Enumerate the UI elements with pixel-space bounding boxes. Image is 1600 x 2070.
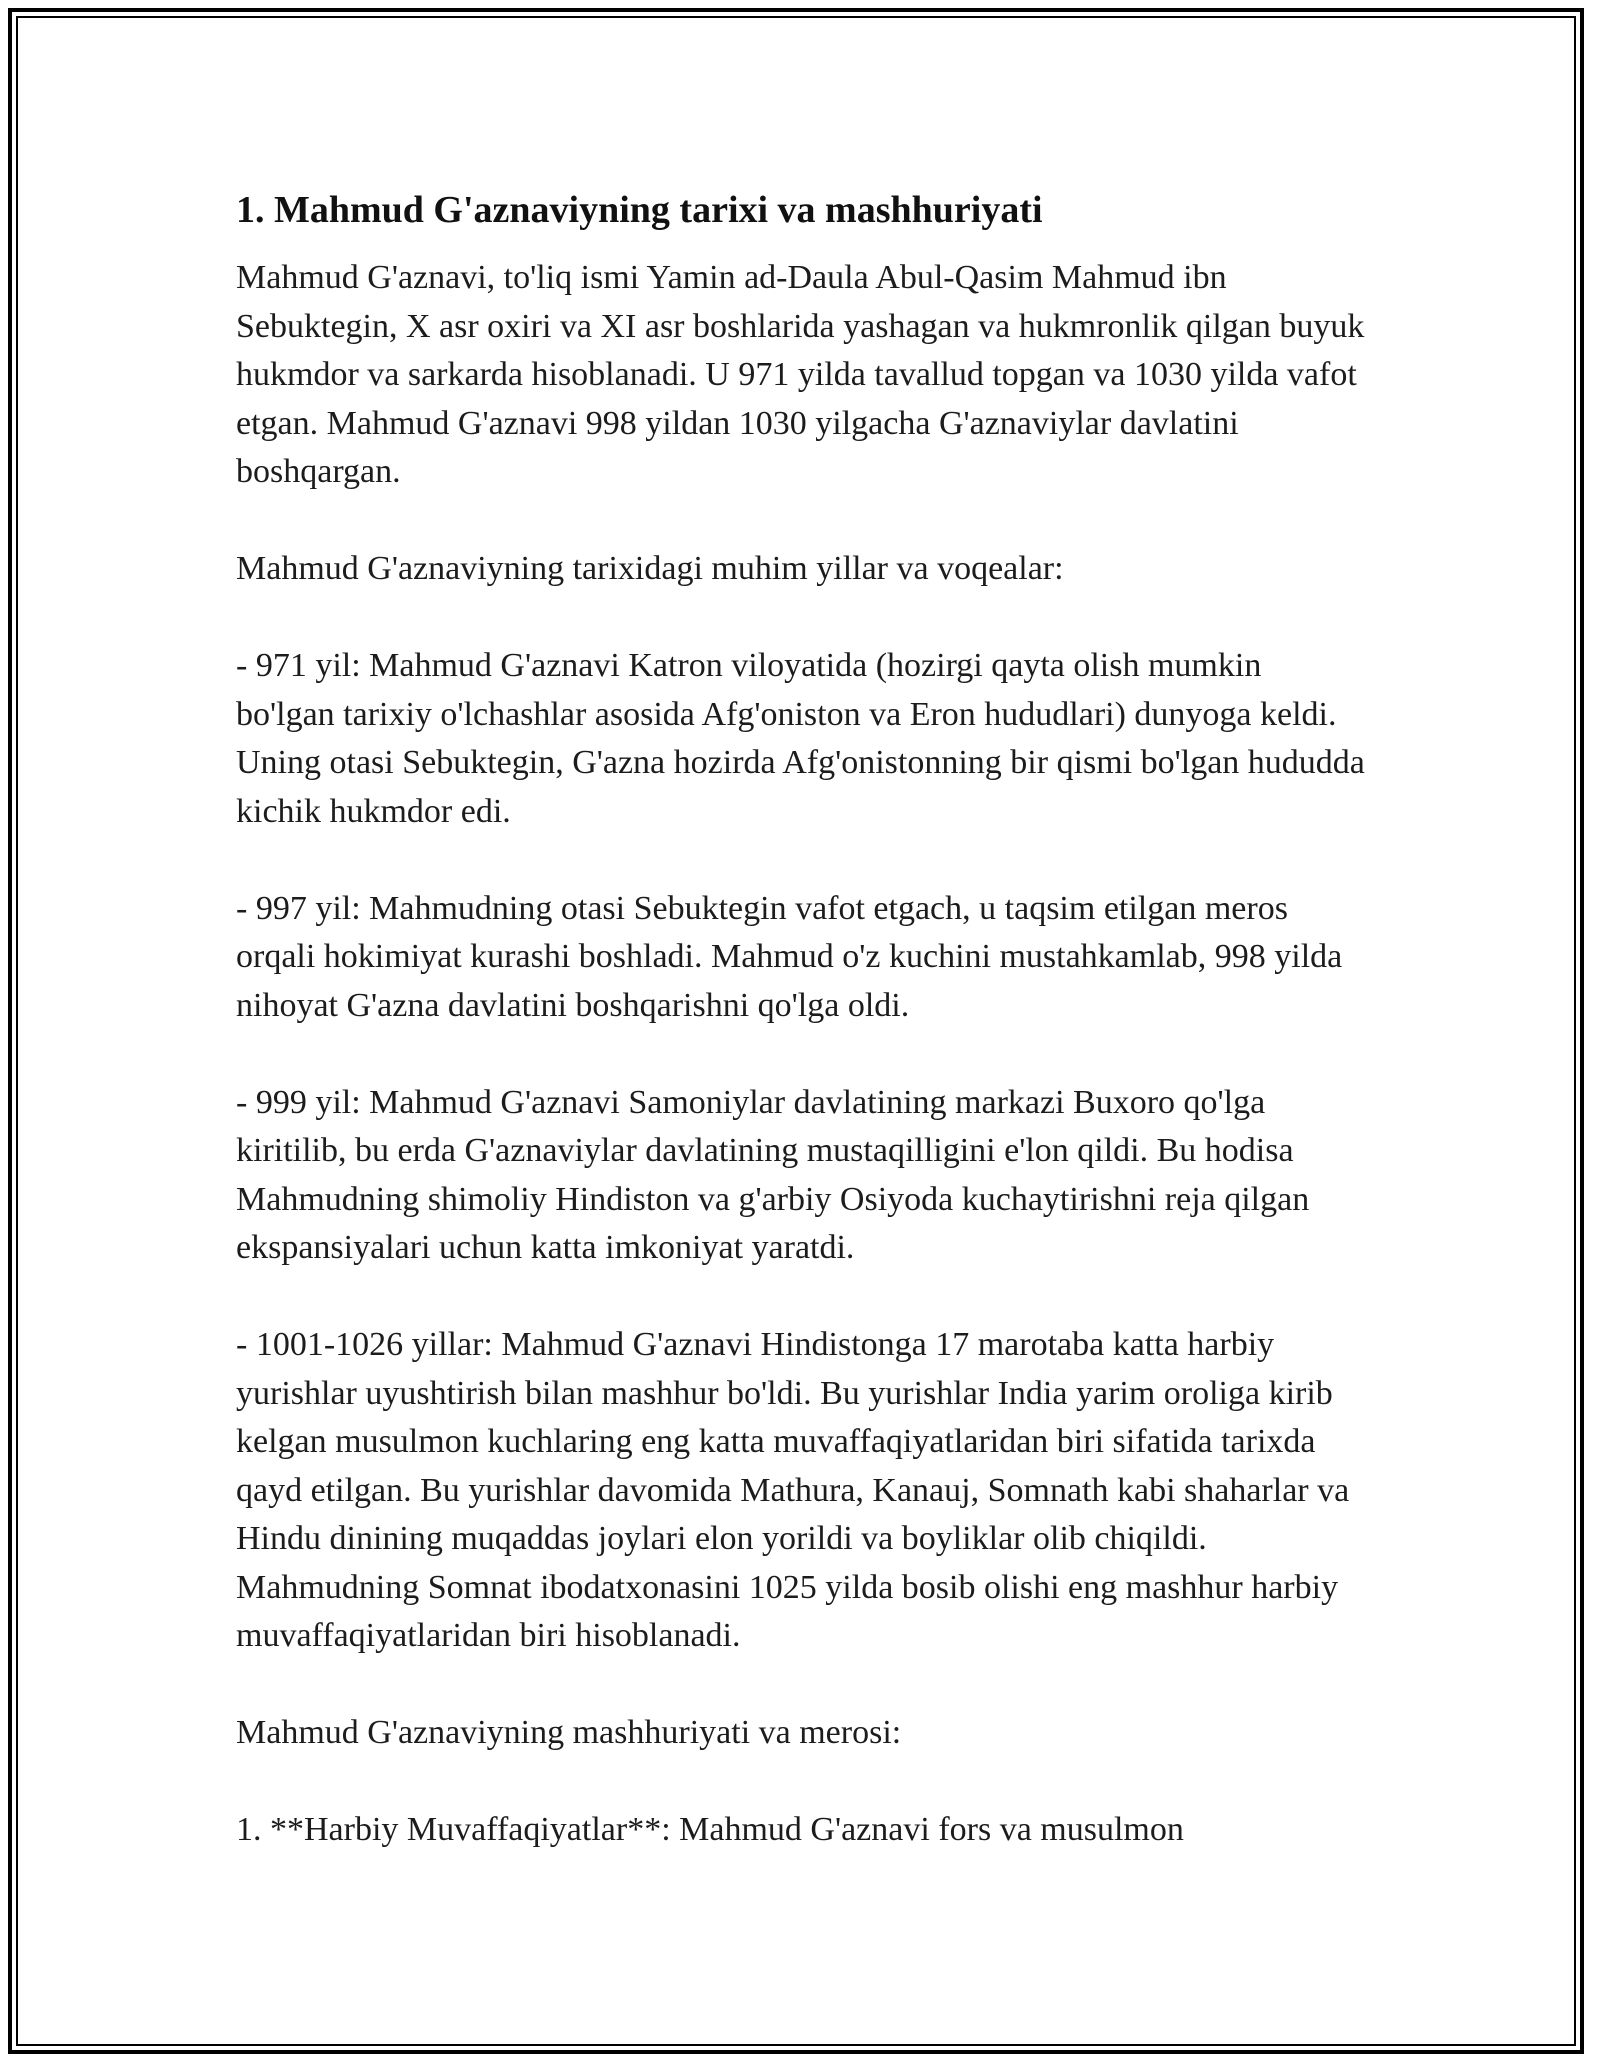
- paragraph-legacy-heading: Mahmud G'aznaviyning mashhuriyati va merosi:: [236, 1714, 902, 1751]
- paragraph-events-heading: Mahmud G'aznaviyning tarixidagi muhim yillar va voqealar:: [236, 550, 1064, 587]
- paragraph-event-997: - 997 yil: Mahmudning otasi Sebuktegin vafot etgach, u taqsim etilgan meros orqali hokimiyat kurashi boshladi. Mahmud o'z kuchini mustahkamlab, 998 yilda nihoyat G'azna davlatini boshqarishni qo'lga oldi.: [236, 889, 1343, 1024]
- paragraph-event-999: - 999 yil: Mahmud G'aznavi Samoniylar davlatining markazi Buxoro qo'lga kiritilib, bu erda G'aznaviylar davlatining mustaqilligini e'lon qildi. Bu hodisa Mahmudning shimoliy Hindiston va g'arbiy Osiyoda kuchaytirishni reja qilgan ekspansiyalari uchun katta imkoniyat yaratdi.: [236, 1083, 1310, 1266]
- paragraph-event-971: - 971 yil: Mahmud G'aznavi Katron viloyatida (hozirgi qayta olish mumkin bo'lgan tarixiy o'lchashlar asosida Afg'oniston va Eron hududlari) dunyoga keldi. Uning otasi Sebuktegin, G'azna hozirda Afg'onistonning bir qismi bo'lgan hududda kichik hukmdor edi.: [236, 647, 1365, 830]
- paragraph-legacy-item-1: 1. **Harbiy Muvaffaqiyatlar**: Mahmud G'aznavi fors va musulmon: [236, 1811, 1184, 1848]
- document-body: [236, 186, 1366, 1903]
- paragraph-intro: Mahmud G'aznavi, to'liq ismi Yamin ad-Daula Abul-Qasim Mahmud ibn Sebuktegin, X asr oxiri va XI asr boshlarida yashagan va hukmronlik qilgan buyuk hukmdor va sarkarda hisoblanadi. U 971 yilda tavallud topgan va 1030 yilda vafot etgan. Mahmud G'aznavi 998 yildan 1030 yilgacha G'aznaviylar davlatini boshqargan.: [236, 259, 1365, 490]
- paragraph-event-1001-1026: - 1001-1026 yillar: Mahmud G'aznavi Hindistonga 17 marotaba katta harbiy yurishlar uyushtirish bilan mashhur bo'ldi. Bu yurishlar India yarim oroliga kirib kelgan musulmon kuchlaring eng katta muvaffaqiyatlaridan biri sifatida tarixda qayd etilgan. Bu yurishlar davomida Mathura, Kanauj, Somnath kabi shaharlar va Hindu dinining muqaddas joylari elon yorildi va boyliklar olib chiqildi. Mahmudning Somnat ibodatxonasini 1025 yilda bosib olishi eng mashhur harbiy muvaffaqiyatlaridan biri hisoblanadi.: [236, 1326, 1350, 1654]
- document-title: 1. Mahmud G'aznaviyning tarixi va mashhuriyati: [236, 189, 1043, 231]
